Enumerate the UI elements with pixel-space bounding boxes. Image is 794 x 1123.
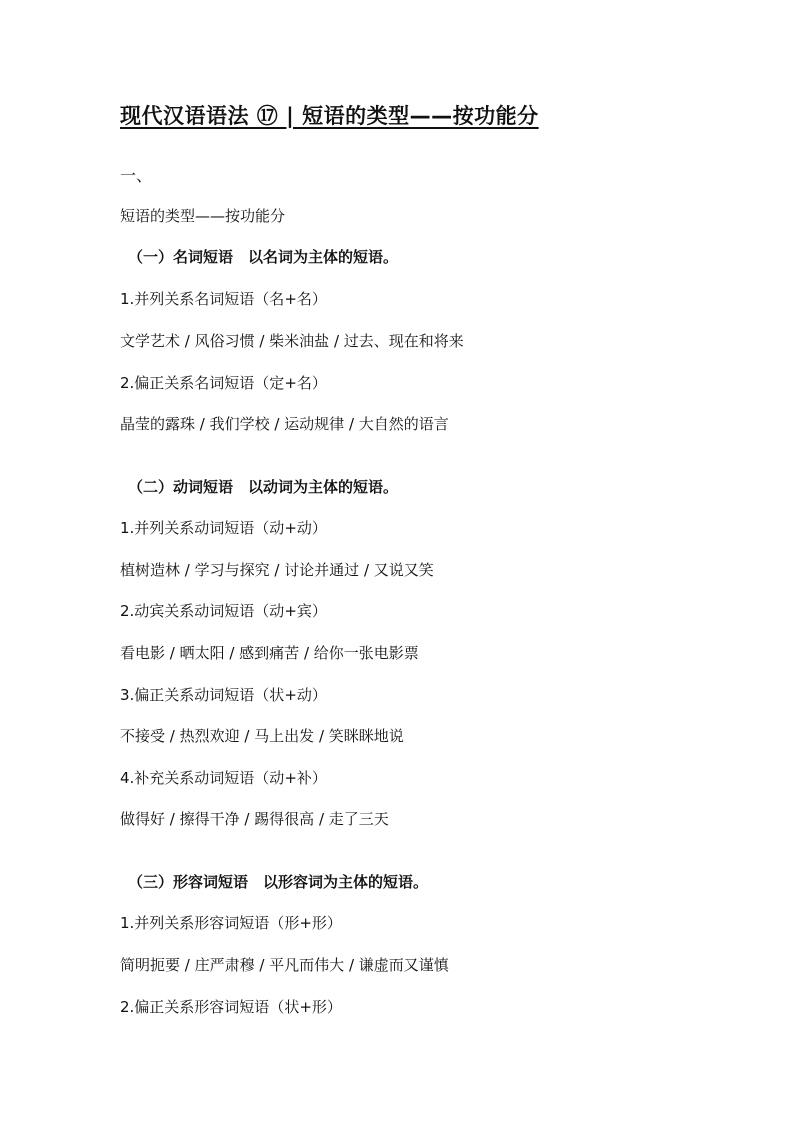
subheading: 1.并列关系名词短语（名+名） — [120, 290, 327, 308]
subheading: 2.动宾关系动词短语（动+宾） — [120, 602, 327, 620]
example-line: 不接受 / 热烈欢迎 / 马上出发 / 笑眯眯地说 — [120, 727, 404, 745]
subtitle: 短语的类型——按功能分 — [120, 207, 286, 225]
subheading: 1.并列关系形容词短语（形+形） — [120, 914, 342, 932]
section-mark: 一、 — [120, 166, 153, 185]
heading-adjective-phrase: （三）形容词短语 以形容词为主体的短语。 — [128, 873, 429, 891]
subheading: 1.并列关系动词短语（动+动） — [120, 519, 327, 537]
heading-noun-phrase: （一）名词短语 以名词为主体的短语。 — [128, 248, 399, 266]
example-line: 看电影 / 晒太阳 / 感到痛苦 / 给你一张电影票 — [120, 644, 419, 662]
subheading: 2.偏正关系名词短语（定+名） — [120, 374, 327, 392]
example-line: 做得好 / 擦得干净 / 踢得很高 / 走了三天 — [120, 810, 389, 828]
example-line: 简明扼要 / 庄严肃穆 / 平凡而伟大 / 谦虚而又谨慎 — [120, 956, 449, 974]
subheading: 2.偏正关系形容词短语（状+形） — [120, 998, 342, 1016]
subheading: 3.偏正关系动词短语（状+动） — [120, 686, 327, 704]
subheading: 4.补充关系动词短语（动+补） — [120, 769, 327, 787]
example-line: 植树造林 / 学习与探究 / 讨论并通过 / 又说又笑 — [120, 561, 434, 579]
heading-verb-phrase: （二）动词短语 以动词为主体的短语。 — [128, 478, 399, 496]
example-line: 晶莹的露珠 / 我们学校 / 运动规律 / 大自然的语言 — [120, 415, 449, 433]
example-line: 文学艺术 / 风俗习惯 / 柴米油盐 / 过去、现在和将来 — [120, 332, 464, 350]
document-title: 现代汉语语法 ⑰ | 短语的类型——按功能分 — [120, 104, 539, 128]
